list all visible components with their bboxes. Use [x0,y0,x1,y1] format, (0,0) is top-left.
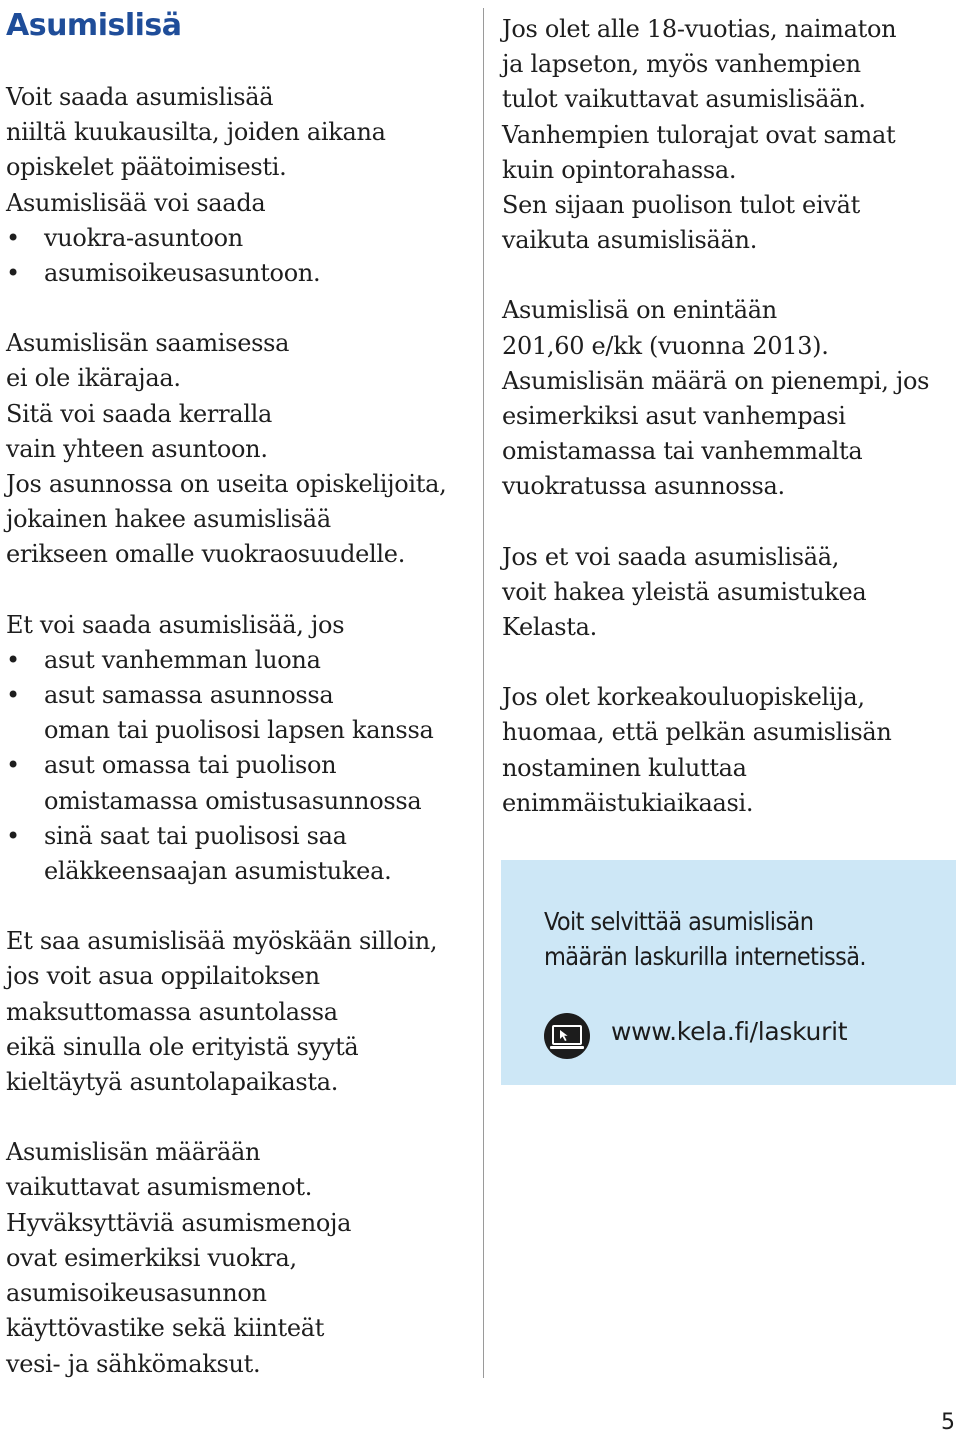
text-line: Hyväksyttäviä asumismenoja [6,1208,352,1237]
bullet-marker: • [6,681,20,710]
left-column [6,80,472,1417]
text-line: eikä sinulla ole erityistä syytä [6,1032,359,1061]
text-line: maksuttomassa asuntolassa [6,997,338,1026]
right-column [502,12,952,856]
text-line: tulot vaikuttavat asumislisään. [502,85,866,114]
bullet-marker: • [6,259,20,288]
text-line: jokainen hakee asumislisää [6,505,331,534]
text-line: ovat esimerkiksi vuokra, [6,1243,297,1272]
text-line: nostaminen kuluttaa [502,753,747,782]
bullet-item: • asumisoikeusasuntoon. [6,256,472,291]
text-line: Asumislisän määrä on pienempi, jos [502,366,930,395]
text-line: Asumislisää voi saada [6,188,266,217]
text-line: vuokratussa asunnossa. [502,472,785,501]
age-paragraph [6,326,472,572]
text-line: asumisoikeusasunnon [6,1279,267,1308]
bullet-item: • vuokra-asuntoon [6,221,472,256]
general-support-paragraph [502,540,952,646]
bullet-marker: • [6,821,20,850]
exclusions-paragraph [6,608,472,890]
bullet-marker: • [6,645,20,674]
text-line: enimmäistukiaikaasi. [502,788,754,817]
text-line: 201,60 e/kk (vuonna 2013). [502,331,829,360]
maximum-amount-paragraph [502,293,952,504]
text-line: esimerkiksi asut vanhempasi [502,402,846,431]
bullet-item: • asut vanhemman luona [6,643,472,678]
text-line: niiltä kuukausilta, joiden aikana [6,118,386,147]
bullet-item: • asut omassa tai puolison [6,748,472,783]
text-line: Jos olet alle 18-vuotias, naimaton [502,15,897,43]
computer-cursor-icon [543,1012,591,1060]
text-line: vaikuta asumislisään. [502,226,758,255]
bullet-item: • asut samassa asunnossa [6,678,472,713]
bullet-item: • sinä saat tai puolisosi saa [6,819,472,854]
parents-income-paragraph [502,12,952,258]
bullet-continuation: omistamassa omistusasunnossa [44,786,422,815]
text-line: vain yhteen asuntoon. [6,434,268,463]
bullet-marker: • [6,223,20,252]
text-line: jos voit asua oppilaitoksen [6,962,320,991]
university-student-paragraph [502,680,952,821]
text-line: Asumislisän määrään [6,1138,261,1167]
text-line: Jos et voi saada asumislisää, [502,542,840,571]
text-line: kieltäytyä asuntolapaikasta. [6,1068,339,1097]
bullet-continuation: eläkkeensaajan asumistukea. [44,857,392,886]
bullet-marker: • [6,751,20,780]
page-title: Asumislisä [6,8,182,43]
bullet-continuation: oman tai puolisosi lapsen kanssa [44,716,434,745]
text-line: Asumislisän saamisessa [6,329,290,358]
text-line: Sen sijaan puolison tulot eivät [502,191,860,220]
text-line: kuin opintorahassa. [502,155,737,184]
page-number: 5 [941,1410,955,1435]
text-line: voit hakea yleistä asumistukea [502,577,867,606]
text-line: Jos olet korkeakouluopiskelija, [502,683,865,712]
intro-paragraph [6,80,472,291]
text-line: Et voi saada asumislisää, jos [6,610,345,639]
text-line: erikseen omalle vuokraosuudelle. [6,540,406,569]
text-line: omistamassa tai vanhemmalta [502,437,863,466]
text-line: huomaa, että pelkän asumislisän [502,718,892,747]
infobox-line: määrän laskurilla internetissä. [544,942,866,971]
infobox-line: Voit selvittää asumislisän [544,907,814,936]
text-line: vaikuttavat asumismenot. [6,1173,313,1202]
text-line: Sitä voi saada kerralla [6,399,273,428]
housing-costs-paragraph [6,1135,472,1381]
text-line: Jos asunnossa on useita opiskelijoita, [6,470,447,499]
column-divider [483,8,484,1378]
text-line: ja lapseton, myös vanhempien [502,50,861,79]
text-line: opiskelet päätoimisesti. [6,153,287,182]
text-line: Kelasta. [502,613,597,642]
calculator-infobox [501,860,956,1085]
text-line: käyttövastike sekä kiinteät [6,1314,325,1343]
text-line: Vanhempien tulorajat ovat samat [502,120,896,149]
text-line: Asumislisä on enintään [502,296,777,325]
calculator-link[interactable]: www.kela.fi/laskurit [611,1017,848,1046]
text-line: vesi- ja sähkömaksut. [6,1349,261,1378]
text-line: Et saa asumislisää myöskään silloin, [6,927,438,956]
infobox-text [544,904,866,974]
dormitory-paragraph [6,924,472,1100]
text-line: ei ole ikärajaa. [6,364,181,393]
text-line: Voit saada asumislisää [6,83,274,111]
